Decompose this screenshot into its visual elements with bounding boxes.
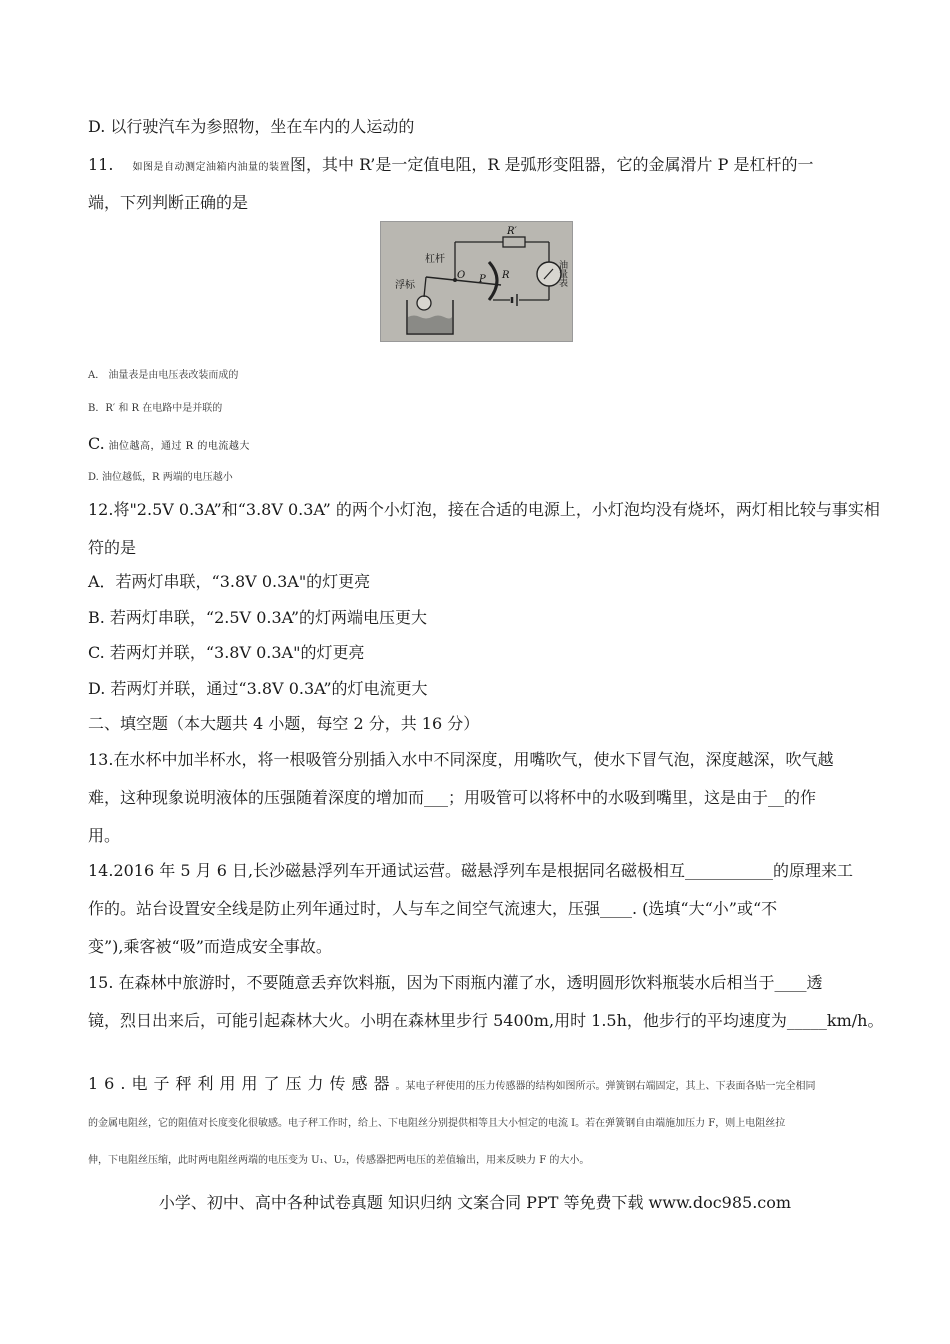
q12-option-c: C. 若两灯并联，“3.8V 0.3A"的灯更亮: [88, 643, 365, 662]
label-oil-meter: 油量表: [557, 260, 567, 287]
q16-line3: 伸，下电阻丝压缩，此时两电阻丝两端的电压变为 U₁、U₂，传感器把两电压的差值输出，用来反映力 F 的大小。: [88, 1155, 590, 1166]
label-r: R: [502, 270, 510, 281]
q10-option-d: D. 以行驶汽车为参照物，坐在车内的人运动的: [88, 117, 415, 136]
q15-line1: 15. 在森林中旅游时，不要随意丢弃饮料瓶，因为下雨瓶内灌了水，透明圆形饮料瓶装水后相当于____透: [88, 973, 823, 992]
q14-line2: 作的。站台设置安全线是防止列年通过时，人与车之间空气流速大，压强____. (选填“大“小”或“不: [88, 899, 778, 918]
q16-line1: [88, 1074, 816, 1094]
q16-heading: 16.电子秤利用用了压力传感器: [88, 1074, 396, 1093]
q11-option-b: B．R′ 和 R 在电路中是并联的: [88, 403, 223, 414]
q11-option-c-letter: C.: [88, 434, 105, 453]
page-footer: 小学、初中、高中各种试卷真题 知识归纳 文案合同 PPT 等免费下载 www.doc985.com: [158, 1193, 792, 1212]
q12-option-a: A．若两灯串联，“3.8V 0.3A"的灯更亮: [88, 572, 371, 591]
q12-stem-line2: 符的是: [88, 538, 137, 557]
q16-line1-rest: 。某电子秤使用的压力传感器的结构如图所示。弹簧钢右端固定，其上、下表面各贴一完全相同: [395, 1081, 816, 1092]
section-2-heading: 二、填空题（本大题共 4 小题，每空 2 分，共 16 分）: [88, 714, 480, 733]
q15-line2: 镜，烈日出来后，可能引起森林大火。小明在森林里步行 5400m,用时 1.5h，他步行的平均速度为_____km/h。: [88, 1011, 884, 1030]
q12-option-b: B. 若两灯串联，“2.5V 0.3A”的灯两端电压更大: [88, 608, 428, 627]
q11-stem-small: 如图是自动测定油箱内油量的装置: [132, 162, 291, 173]
label-float: 浮标: [395, 280, 415, 291]
q11-stem-line1: [88, 155, 813, 178]
q12-stem-line1: 12.将"2.5V 0.3A”和“3.8V 0.3A” 的两个小灯泡，接在合适的电源上，小灯泡均没有烧坏，两灯相比较与事实相: [88, 500, 880, 519]
q14-line1: 14.2016 年 5 月 6 日,长沙磁悬浮列车开通试运营。磁悬浮列车是根据同名磁极相互___________的原理来工: [88, 861, 854, 880]
q16-line2: 的金属电阻丝，它的阻值对长度变化很敏感。电子秤工作时，给上、下电阻丝分别提供相等且大小恒定的电流 I。若在弹簧钢自由端施加压力 F，则上电阻丝拉: [88, 1118, 786, 1129]
q11-option-d: D. 油位越低，R 两端的电压越小: [88, 472, 233, 483]
q11-option-c-text: 油位越高，通过 R 的电流越大: [104, 441, 250, 452]
q11-stem-rest: 图，其中 R’是一定值电阻，R 是弧形变阻器，它的金属滑片 P 是杠杆的一: [290, 155, 814, 174]
circuit-diagram: [381, 222, 572, 341]
label-r-prime: R′: [507, 226, 517, 237]
oil-gauge-circuit-figure: [380, 221, 573, 342]
label-p: P: [479, 274, 486, 285]
label-o: O: [457, 270, 466, 281]
q11-number: 11.: [88, 155, 114, 174]
q11-stem-line2: 端，下列判断正确的是: [88, 193, 249, 212]
q14-line3: 变”),乘客被“吸”而造成安全事故。: [88, 937, 332, 956]
q12-option-d: D. 若两灯并联，通过“3.8V 0.3A”的灯电流更大: [88, 679, 428, 698]
label-lever: 杠杆: [425, 254, 445, 265]
q13-line3: 用。: [88, 826, 121, 845]
q13-line2: 难，这种现象说明液体的压强随着深度的增加而___；用吸管可以将杯中的水吸到嘴里，这是由于__的作: [88, 788, 817, 807]
q11-option-c: [88, 434, 250, 457]
q13-line1: 13.在水杯中加半杯水，将一根吸管分别插入水中不同深度，用嘴吹气，使水下冒气泡，深度越深，吹气越: [88, 750, 834, 769]
q11-option-a: A． 油量表是由电压表改装而成的: [88, 370, 239, 381]
